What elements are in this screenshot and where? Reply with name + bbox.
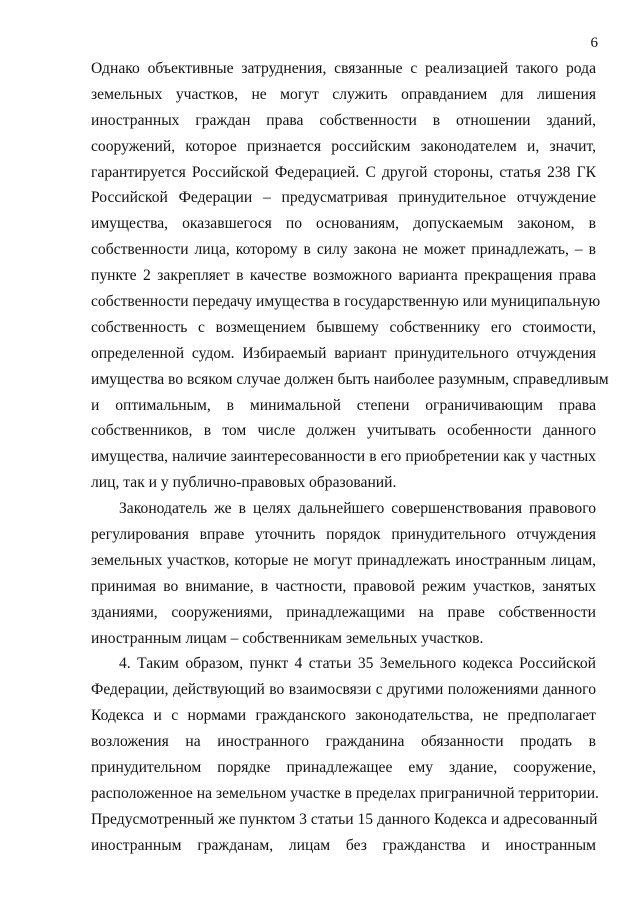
text-line: имущества во всяком случае должен быть наиболее разумным, справедливым (91, 370, 609, 388)
text-line: иностранным лицам – собственникам земельных участков. (91, 629, 484, 647)
text-line: Предусмотренный же пунктом 3 статьи 15 данного Кодекса и адресованный (91, 810, 598, 828)
page-number: 6 (590, 35, 598, 51)
text-line: возложения на иностранного гражданина обязанности продать в (91, 733, 596, 751)
paragraph (91, 651, 599, 858)
text-line: Однако объективные затруднения, связанные с реализацией такого рода (91, 60, 596, 77)
text-line: Федерации, действующий во взаимосвязи с другими положениями данного (91, 681, 596, 699)
paragraph (91, 496, 596, 651)
text-line: иностранным гражданам, лицам без гражданства и иностранным (91, 836, 596, 854)
text-line: принудительном порядке принадлежащее ему здание, сооружение, (91, 759, 596, 777)
text-line: собственности лица, которому в силу закона не может принадлежать, – в (91, 241, 596, 259)
text-line: гарантируется Российской Федерацией. С другой стороны, статья 238 ГК (91, 163, 596, 181)
text-line: принимая во внимание, в частности, правовой режим участков, занятых (91, 577, 596, 595)
text-line: собственность с возмещением бывшему собственнику его стоимости, (91, 318, 596, 336)
text-line: Законодатель же в целях дальнейшего совершенствования правового (119, 500, 596, 518)
text-line: Кодекса и с нормами гражданского законодательства, не предполагает (91, 707, 596, 725)
text-line: земельных участков, не могут служить оправданием для лишения (91, 85, 596, 103)
text-line: имущества, наличие заинтересованности в его приобретении как у частных (91, 448, 596, 466)
text-line: 4. Таким образом, пункт 4 статьи 35 Земельного кодекса Российской (119, 655, 596, 673)
text-line: собственности передачу имущества в государственную или муниципальную (91, 293, 601, 311)
text-line: расположенное на земельном участке в пределах приграничной территории. (91, 784, 599, 802)
paragraph (91, 56, 609, 496)
text-line: зданиями, сооружениями, принадлежащими на праве собственности (91, 603, 596, 621)
text-line: лиц, так и у публично-правовых образований. (91, 474, 397, 492)
text-line: и оптимальным, в минимальной степени ограничивающим права (91, 396, 596, 414)
document-body (91, 56, 609, 859)
text-line: сооружений, которое признается российским законодателем и, значит, (91, 137, 596, 155)
text-line: собственников, в том числе должен учитывать особенности данного (91, 422, 596, 440)
text-line: Российской Федерации – предусматривая принудительное отчуждение (91, 189, 596, 207)
text-line: иностранных граждан права собственности в отношении зданий, (91, 111, 596, 129)
text-line: определенной судом. Избираемый вариант принудительного отчуждения (91, 344, 596, 362)
text-line: регулирования вправе уточнить порядок принудительного отчуждения (91, 526, 596, 544)
text-line: пункте 2 закрепляет в качестве возможного варианта прекращения права (91, 267, 596, 285)
text-line: имущества, оказавшегося по основаниям, допускаемым законом, в (91, 215, 596, 233)
text-line: земельных участков, которые не могут принадлежать иностранным лицам, (91, 551, 596, 569)
